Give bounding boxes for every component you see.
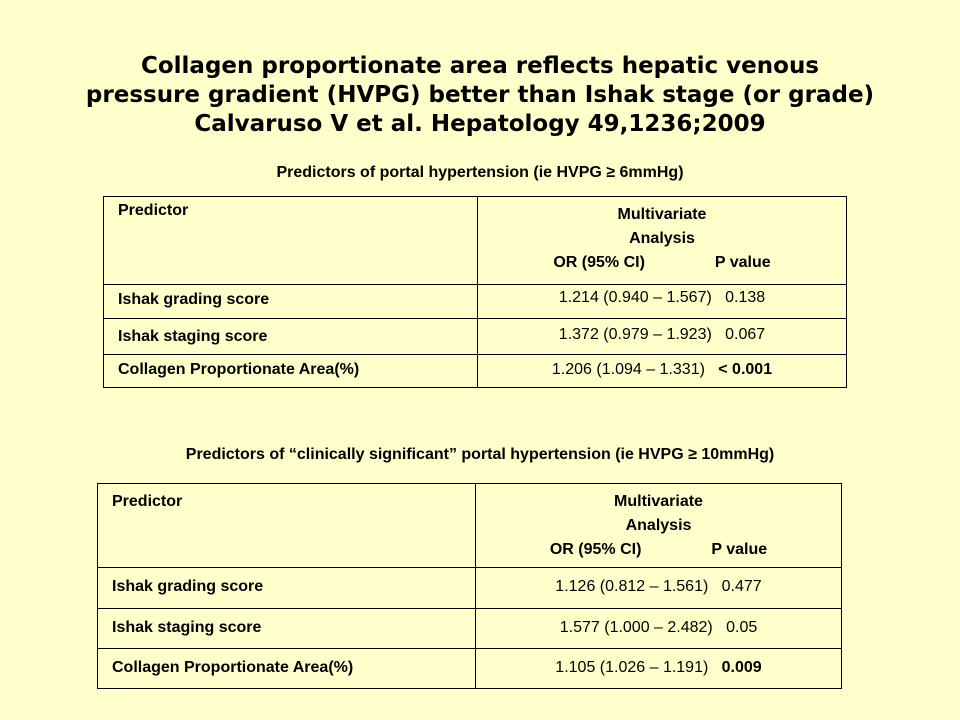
table-header-row [104,197,847,285]
predictor-cell: Collagen Proportionate Area(%) [104,355,478,388]
p-value: 0.477 [721,578,762,595]
p-value-label: P value [711,541,768,558]
analysis-label: Analysis [629,230,695,247]
or-value: 1.372 (0.979 – 1.923) [558,326,712,343]
p-value: < 0.001 [718,361,773,378]
table-header-row [98,484,842,568]
p-value: 0.009 [721,659,762,676]
title-line-2: pressure gradient (HVPG) better than Ishak stage (or grade) [85,82,875,108]
or-p-labels [478,251,846,275]
or-value: 1.126 (0.812 – 1.561) [555,578,709,595]
section1-table [103,196,847,388]
table-row [98,649,842,689]
or-value: 1.214 (0.940 – 1.567) [558,289,712,306]
multivariate-header [478,197,847,285]
table-row [104,319,847,355]
section2-table [97,483,842,689]
table-row [104,355,847,388]
predictor-cell: Ishak grading score [98,568,476,609]
predictor-header: Predictor [98,484,476,568]
p-value: 0.138 [725,289,766,306]
predictor-header: Predictor [104,197,478,285]
or-value: 1.206 (1.094 – 1.331) [551,361,705,378]
p-value: 0.05 [726,619,758,636]
slide-title [0,52,960,139]
or-value-cell [476,568,842,609]
predictor-cell: Collagen Proportionate Area(%) [98,649,476,689]
or-value-cell [478,319,847,355]
multivariate-header [476,484,842,568]
or-label: OR (95% CI) [549,541,642,558]
predictor-cell: Ishak staging score [98,609,476,649]
predictor-cell: Ishak staging score [104,319,478,355]
section2-heading: Predictors of “clinically significant” portal hypertension (ie HVPG ≥ 10mmHg) [185,446,775,463]
or-value-cell [476,649,842,689]
or-value: 1.577 (1.000 – 2.482) [559,619,713,636]
or-value-cell [478,355,847,388]
or-value-cell [476,609,842,649]
table-row [98,609,842,649]
title-line-3: Calvaruso V et al. Hepatology 49,1236;2009 [194,111,766,137]
table-row [104,285,847,319]
p-value-label: P value [714,254,771,271]
title-line-1: Collagen proportionate area reflects hepatic venous [140,53,820,79]
multivariate-label: Multivariate [617,206,707,223]
or-value: 1.105 (1.026 – 1.191) [555,659,709,676]
predictor-cell: Ishak grading score [104,285,478,319]
or-p-labels [476,538,841,562]
or-label: OR (95% CI) [553,254,645,271]
table-row [98,568,842,609]
analysis-label: Analysis [625,517,692,534]
p-value: 0.067 [725,326,766,343]
section1-heading: Predictors of portal hypertension (ie HVPG ≥ 6mmHg) [276,164,684,181]
or-value-cell [478,285,847,319]
multivariate-label: Multivariate [614,493,703,510]
